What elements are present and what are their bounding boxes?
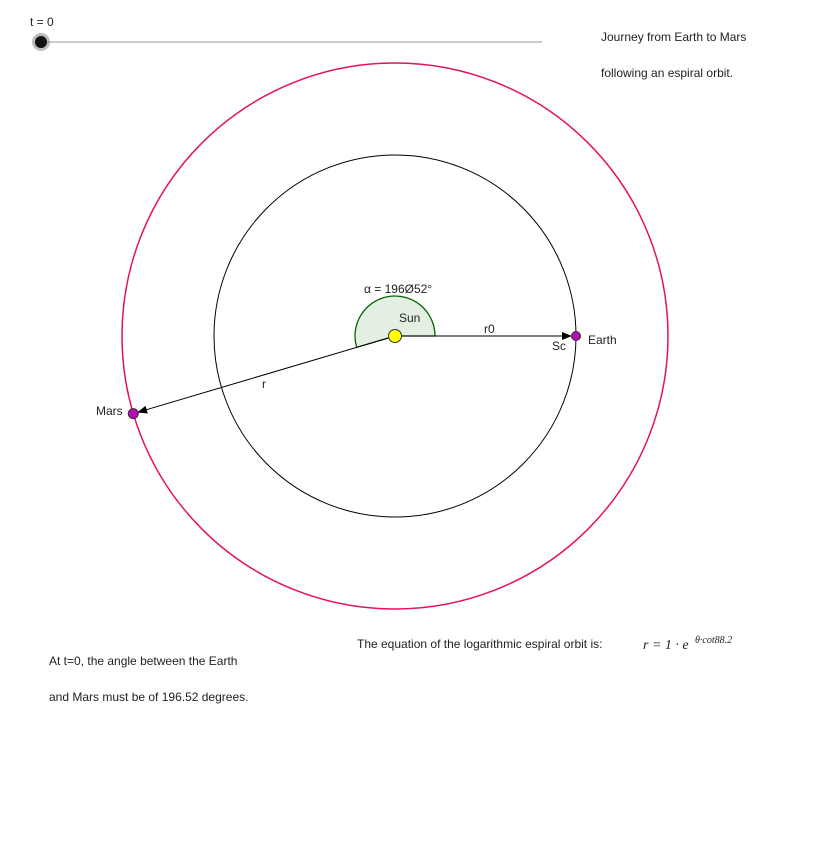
- note-line-2: and Mars must be of 196.52 degrees.: [49, 690, 249, 704]
- r-label: r: [262, 377, 266, 391]
- angle-label: α = 196Ø52°: [364, 282, 433, 296]
- mars-label: Mars: [96, 404, 123, 418]
- slider-label: t = 0: [30, 15, 54, 29]
- equation-main: r = 1 · e: [643, 638, 689, 653]
- slider-handle[interactable]: [35, 36, 47, 48]
- note-line-1: At t=0, the angle between the Earth: [49, 654, 238, 668]
- title-line-1: Journey from Earth to Mars: [601, 30, 747, 44]
- sun-label: Sun: [399, 311, 421, 325]
- earth-label: Earth: [588, 333, 617, 347]
- time-slider[interactable]: [32, 33, 542, 51]
- spacecraft-label: Sc: [552, 339, 567, 353]
- r-vector: [138, 336, 395, 412]
- r0-label: r0: [484, 322, 495, 336]
- orbit-equation: [643, 635, 732, 653]
- title-line-2: following an espiral orbit.: [601, 66, 734, 80]
- sun[interactable]: [389, 330, 402, 343]
- equation-intro: The equation of the logarithmic espiral orbit is:: [357, 637, 603, 651]
- earth[interactable]: [572, 332, 581, 341]
- equation-exponent: θ·cot88.2: [695, 635, 733, 646]
- mars[interactable]: [128, 409, 138, 419]
